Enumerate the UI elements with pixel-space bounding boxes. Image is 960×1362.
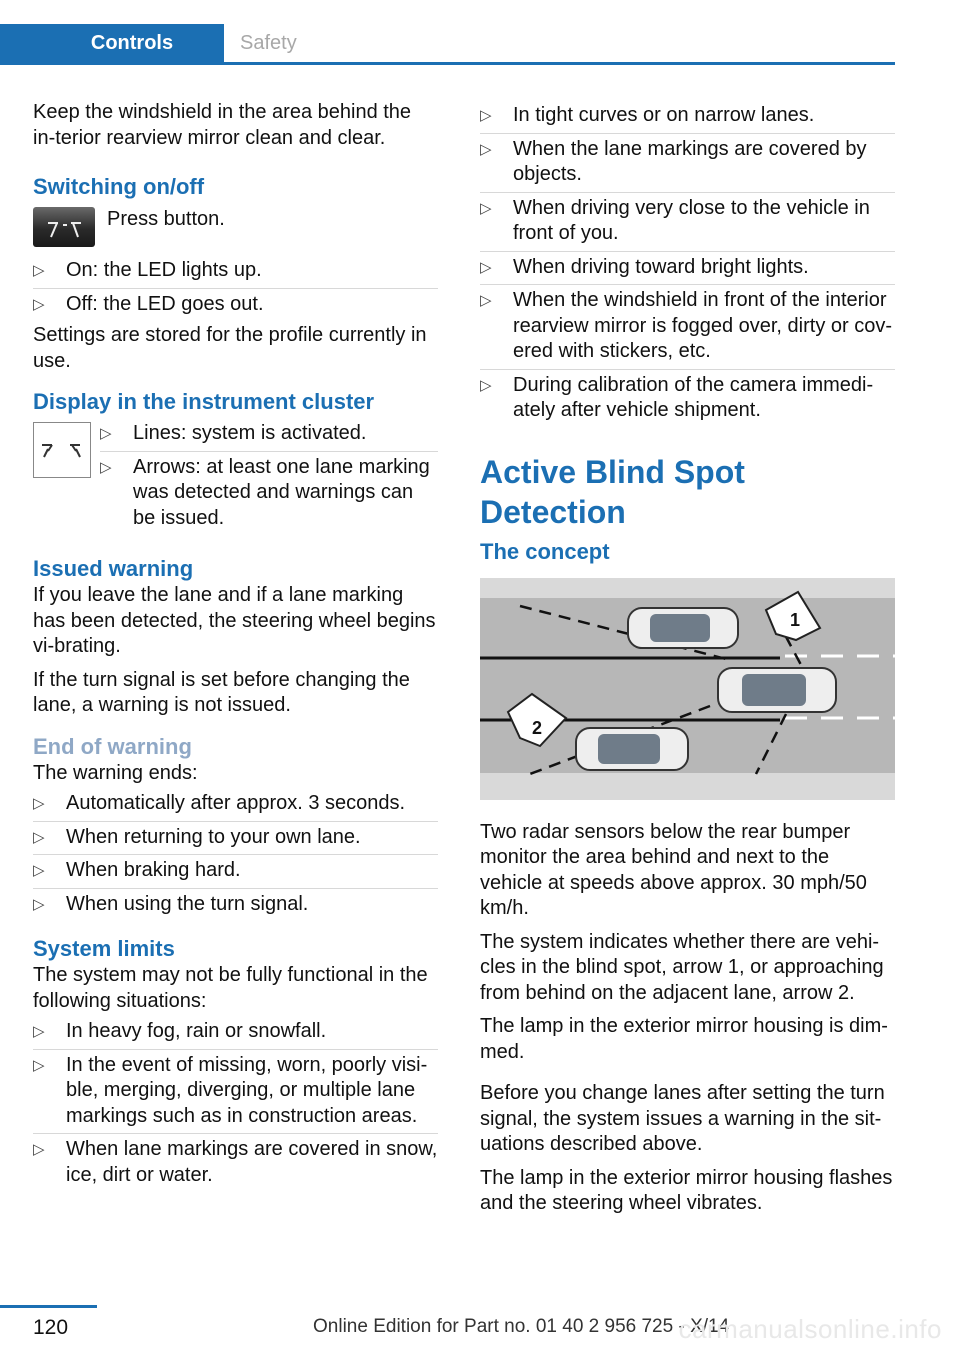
issued-warning-text-1: If you leave the lane and if a lane marking has been detected, the steering wheel begins vi‐brating.	[33, 584, 436, 657]
watermark: carmanualsonline.info	[678, 1314, 942, 1344]
list-item: ▷ When braking hard.	[33, 855, 438, 889]
concept-text-3: The lamp in the exterior mirror housing is dim‐med.	[480, 1015, 888, 1063]
end-of-warning-heading: End of warning	[33, 733, 192, 759]
triangle-bullet-icon: ▷	[33, 795, 45, 812]
list-item: ▷ When returning to your own lane.	[33, 822, 438, 856]
list-item: ▷ When lane markings are covered in snow, ice, dirt or water.	[33, 1138, 438, 1186]
list-item: ▷ Automatically after approx. 3 seconds.	[33, 788, 438, 822]
press-button-text: Press button.	[107, 208, 225, 230]
switch-list	[33, 255, 438, 321]
lane-lines-display-icon	[33, 422, 91, 478]
list-item: ▷ During calibration of the camera immedi‐ately after vehicle shipment.	[480, 373, 874, 421]
list-item: ▷ Lines: system is activated.	[100, 418, 438, 452]
triangle-bullet-icon: ▷	[33, 295, 45, 313]
triangle-bullet-icon: ▷	[480, 140, 492, 158]
issued-warning-text-2: If the turn signal is set before changing the lane, a warning is not issued.	[33, 668, 410, 716]
switching-heading: Switching on/off	[33, 174, 205, 199]
tab-safety[interactable]: Safety	[240, 32, 297, 54]
triangle-bullet-icon: ▷	[480, 292, 492, 309]
car-middle	[718, 668, 836, 712]
triangle-bullet-icon: ▷	[480, 376, 492, 394]
section-tab-bar	[0, 24, 895, 65]
triangle-bullet-icon: ▷	[33, 862, 45, 879]
list-item: ▷ In tight curves or on narrow lanes.	[480, 100, 895, 134]
concept-text-1: Two radar sensors below the rear bumper monitor the area behind and next to the vehicle at speeds above approx. 30 mph/50 km/h.	[480, 820, 867, 919]
triangle-bullet-icon: ▷	[480, 199, 492, 217]
issued-warning-heading: Issued warning	[33, 556, 194, 581]
footer-rule	[0, 1305, 97, 1308]
page-number: 120	[33, 1316, 69, 1339]
car-upper	[628, 608, 738, 648]
system-limits-intro: The system may not be fully functional in the following situations:	[33, 964, 428, 1012]
triangle-bullet-icon: ▷	[100, 425, 112, 442]
blind-spot-illustration	[480, 578, 895, 800]
list-item: ▷ Arrows: at least one lane marking was detected and warnings can be issued.	[100, 455, 430, 529]
display-list	[100, 418, 438, 535]
svg-text:2: 2	[532, 717, 543, 738]
concept-heading: The concept	[480, 538, 610, 564]
list-item: ▷ Off: the LED goes out.	[33, 289, 438, 322]
concept-text-2: The system indicates whether there are vehi‐cles in the blind spot, arrow 1, or approaching from behind on the adjacent lane, arrow 2.	[480, 930, 884, 1004]
intro-text: Keep the windshield in the area behind the in‐terior rearview mirror clean and clear.	[33, 101, 412, 149]
svg-text:1: 1	[790, 609, 801, 630]
concept-text-4: Before you change lanes after setting the turn signal, the system issues a warning in the sit‐uations described above.	[480, 1082, 885, 1155]
system-limits-list	[33, 1016, 438, 1192]
triangle-bullet-icon: ▷	[33, 262, 45, 279]
concept-text-5: The lamp in the exterior mirror housing flashes and the steering wheel vibrates.	[480, 1166, 893, 1214]
list-item: ▷ When driving toward bright lights.	[480, 252, 895, 286]
list-item: ▷ When the windshield in front of the interior rearview mirror is fogged over, dirty or cov‐ered with stickers, etc.	[480, 285, 895, 370]
car-lower	[576, 728, 688, 770]
list-item: ▷ In the event of missing, worn, poorly visi‐ble, merging, diverging, or multiple lane markings such as in construction areas.	[33, 1050, 438, 1135]
triangle-bullet-icon: ▷	[33, 1023, 45, 1040]
end-of-warning-intro: The warning ends:	[33, 761, 198, 784]
list-item: ▷ On: the LED lights up.	[33, 255, 438, 289]
display-row	[33, 418, 438, 535]
triangle-bullet-icon: ▷	[100, 458, 112, 476]
end-of-warning-list	[33, 788, 438, 921]
press-button-row	[33, 205, 438, 253]
list-item: ▷ In heavy fog, rain or snowfall.	[33, 1016, 438, 1050]
edition-text: Online Edition for Part no. 01 40 2 956 725 - X/14	[313, 1316, 730, 1337]
triangle-bullet-icon: ▷	[33, 1056, 45, 1074]
left-column	[33, 100, 438, 1192]
triangle-bullet-icon: ▷	[33, 1141, 45, 1158]
triangle-bullet-icon: ▷	[480, 258, 492, 276]
tab-controls[interactable]: Controls	[0, 24, 224, 62]
system-limits-heading: System limits	[33, 936, 175, 961]
section-title: Active Blind Spot Detection	[480, 453, 745, 530]
triangle-bullet-icon: ▷	[33, 828, 45, 846]
list-item: ▷ When driving very close to the vehicle in front of you.	[480, 193, 895, 252]
list-item: ▷ When the lane markings are covered by objects.	[480, 134, 895, 193]
list-item: ▷ When using the turn signal.	[33, 889, 438, 922]
display-heading: Display in the instrument cluster	[33, 389, 375, 414]
lane-departure-button-icon	[33, 207, 95, 247]
right-column	[480, 100, 895, 1225]
system-limits-list-continued	[480, 100, 895, 428]
settings-text: Settings are stored for the profile currently in use.	[33, 324, 427, 372]
triangle-bullet-icon: ▷	[33, 895, 45, 913]
triangle-bullet-icon: ▷	[480, 107, 492, 124]
